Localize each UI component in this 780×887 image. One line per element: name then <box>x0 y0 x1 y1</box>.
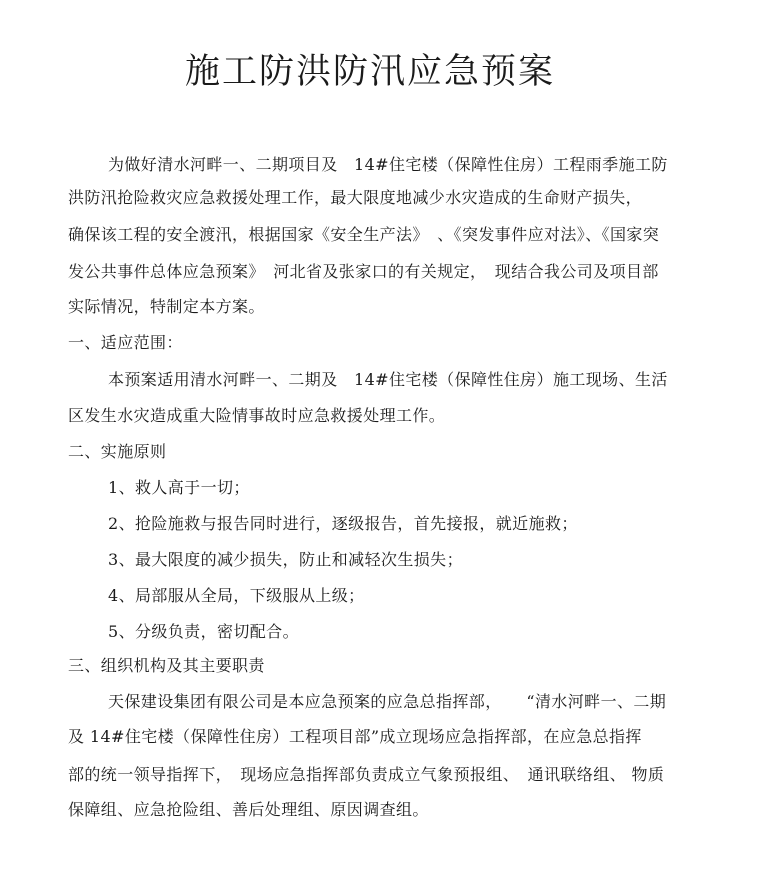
intro-line: 发公共事件总体应急预案》 河北省及张家口的有关规定， 现结合我公司及项目部 <box>68 262 659 281</box>
organization-line: 保障组、应急抢险组、善后处理组、原因调查组。 <box>68 800 429 819</box>
list-item: 1、救人高于一切； <box>108 478 250 497</box>
organization-line: 及 14#住宅楼（保障性住房）工程项目部”成立现场应急指挥部，在应急总指挥 <box>68 727 642 746</box>
organization-line: 天保建设集团有限公司是本应急预案的应急总指挥部， “清水河畔一、二期 <box>108 692 667 711</box>
scope-line: 本预案适用清水河畔一、二期及 14#住宅楼（保障性住房）施工现场、生活 <box>108 370 668 389</box>
list-item: 5、分级负责，密切配合。 <box>108 622 299 641</box>
intro-line: 洪防汛抢险救灾应急救援处理工作，最大限度地减少水灾造成的生命财产损失， <box>68 188 643 207</box>
list-item: 4、局部服从全局，下级服从上级； <box>108 586 365 605</box>
section-heading-organization: 三、组织机构及其主要职责 <box>68 656 265 675</box>
intro-line: 确保该工程的安全渡汛，根据国家《安全生产法》 、《突发事件应对法》、《国家突 <box>68 225 660 244</box>
scope-line: 区发生水灾造成重大险情事故时应急救援处理工作。 <box>68 406 446 425</box>
intro-line: 实际情况，特制定本方案。 <box>68 297 265 316</box>
list-item: 2、抢险施救与报告同时进行，逐级报告，首先接报，就近施救； <box>108 514 578 533</box>
list-item: 3、最大限度的减少损失，防止和减轻次生损失； <box>108 550 463 569</box>
document-title: 施工防洪防汛应急预案 <box>184 52 555 92</box>
section-heading-principles: 二、实施原则 <box>68 442 167 461</box>
organization-line: 部的统一领导指挥下， 现场应急指挥部负责成立气象预报组、 通讯联络组、 物质 <box>68 765 665 784</box>
intro-line: 为做好清水河畔一、二期项目及 14#住宅楼（保障性住房）工程雨季施工防 <box>108 155 668 174</box>
section-heading-scope: 一、适应范围： <box>68 333 183 352</box>
